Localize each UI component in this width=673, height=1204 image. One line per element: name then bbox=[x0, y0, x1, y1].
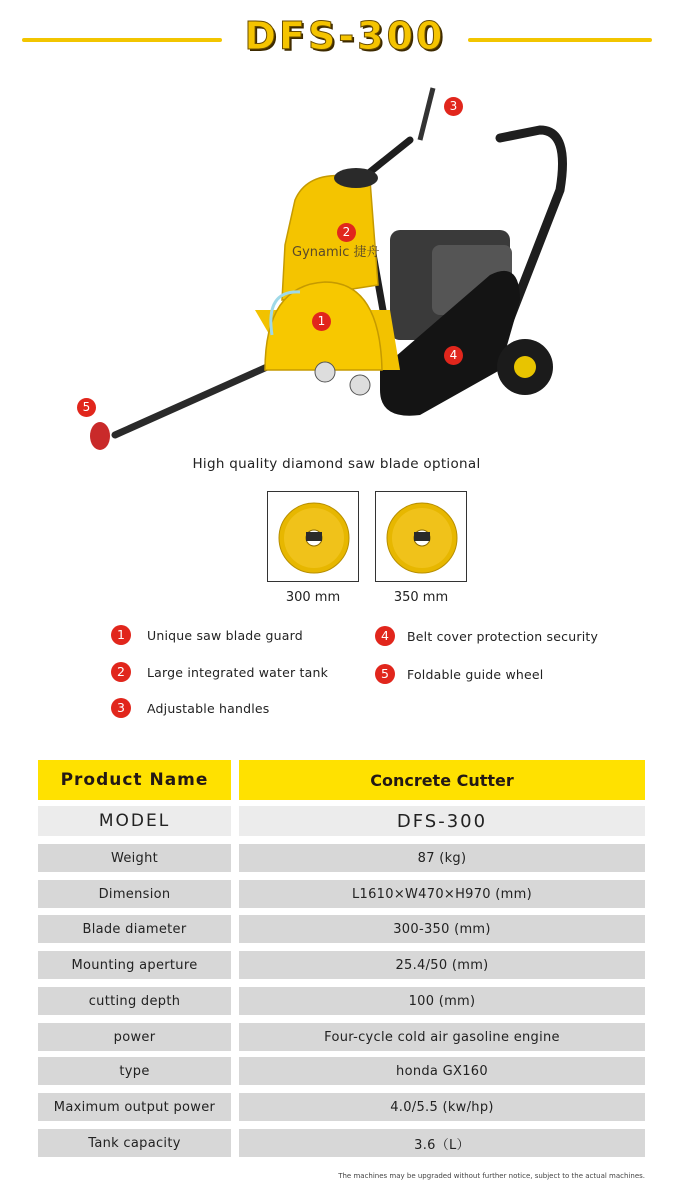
feature-text: Large integrated water tank bbox=[147, 664, 329, 680]
header-divider-left bbox=[22, 38, 222, 42]
brand-logo-text: Gynamic 捷舟 bbox=[292, 245, 380, 260]
spec-header-row bbox=[38, 760, 645, 800]
feature-text: Adjustable handles bbox=[147, 700, 270, 716]
spec-row bbox=[38, 987, 645, 1015]
spec-value: 100 (mm) bbox=[239, 987, 645, 1015]
feature-text: Foldable guide wheel bbox=[407, 666, 544, 682]
spec-key: Tank capacity bbox=[38, 1129, 231, 1157]
spec-value: honda GX160 bbox=[239, 1057, 645, 1085]
spec-key: cutting depth bbox=[38, 987, 231, 1015]
spec-key: type bbox=[38, 1057, 231, 1085]
feature-item bbox=[111, 661, 328, 683]
spec-value: 4.0/5.5 (kw/hp) bbox=[239, 1093, 645, 1121]
spec-value: 300-350 (mm) bbox=[239, 915, 645, 943]
callout-4: 4 bbox=[444, 346, 463, 365]
callout-2: 2 bbox=[337, 223, 356, 242]
spec-key: Mounting aperture bbox=[38, 951, 231, 979]
spec-value: 25.4/50 (mm) bbox=[239, 951, 645, 979]
blade-350-image bbox=[375, 491, 467, 582]
spec-row bbox=[38, 880, 645, 908]
blade-size-350: 350 mm bbox=[393, 590, 449, 605]
feature-item bbox=[111, 624, 303, 646]
spec-row bbox=[38, 1023, 645, 1051]
blade-300-image bbox=[267, 491, 359, 582]
spec-value: 87 (kg) bbox=[239, 844, 645, 872]
feature-text: Belt cover protection security bbox=[407, 628, 599, 644]
header-divider-right bbox=[468, 38, 652, 42]
feature-number: 2 bbox=[111, 662, 131, 682]
spec-value: 3.6（L） bbox=[239, 1129, 645, 1157]
spec-key: Dimension bbox=[38, 880, 231, 908]
spec-key: Maximum output power bbox=[38, 1093, 231, 1121]
blade-caption: High quality diamond saw blade optional bbox=[192, 456, 481, 472]
spec-row bbox=[38, 1057, 645, 1085]
spec-model-row bbox=[38, 806, 645, 836]
spec-row bbox=[38, 844, 645, 872]
spec-row bbox=[38, 915, 645, 943]
diamond-blade-icon bbox=[386, 502, 458, 574]
blade-size-300: 300 mm bbox=[285, 590, 341, 605]
spec-model-value: DFS-300 bbox=[239, 806, 645, 836]
page-title: DFS-300 bbox=[244, 14, 446, 58]
spec-header-key: Product Name bbox=[38, 760, 231, 800]
feature-number: 5 bbox=[375, 664, 395, 684]
callout-1: 1 bbox=[312, 312, 331, 331]
spec-value: L1610×W470×H970 (mm) bbox=[239, 880, 645, 908]
spec-model-key: MODEL bbox=[38, 806, 231, 836]
spec-row bbox=[38, 1093, 645, 1121]
feature-item bbox=[111, 697, 270, 719]
feature-number: 1 bbox=[111, 625, 131, 645]
spec-key: Blade diameter bbox=[38, 915, 231, 943]
spec-row bbox=[38, 1129, 645, 1157]
spec-key: Weight bbox=[38, 844, 231, 872]
feature-item bbox=[375, 663, 543, 685]
footnote: The machines may be upgraded without further notice, subject to the actual machines. bbox=[338, 1172, 645, 1180]
spec-value: Four-cycle cold air gasoline engine bbox=[239, 1023, 645, 1051]
concrete-cutter-image bbox=[60, 70, 620, 455]
spec-row bbox=[38, 951, 645, 979]
spec-key: power bbox=[38, 1023, 231, 1051]
feature-text: Unique saw blade guard bbox=[147, 627, 303, 643]
diamond-blade-icon bbox=[278, 502, 350, 574]
feature-item bbox=[375, 625, 598, 647]
callout-5: 5 bbox=[77, 398, 96, 417]
feature-number: 3 bbox=[111, 698, 131, 718]
feature-number: 4 bbox=[375, 626, 395, 646]
callout-3: 3 bbox=[444, 97, 463, 116]
spec-header-value: Concrete Cutter bbox=[239, 760, 645, 800]
